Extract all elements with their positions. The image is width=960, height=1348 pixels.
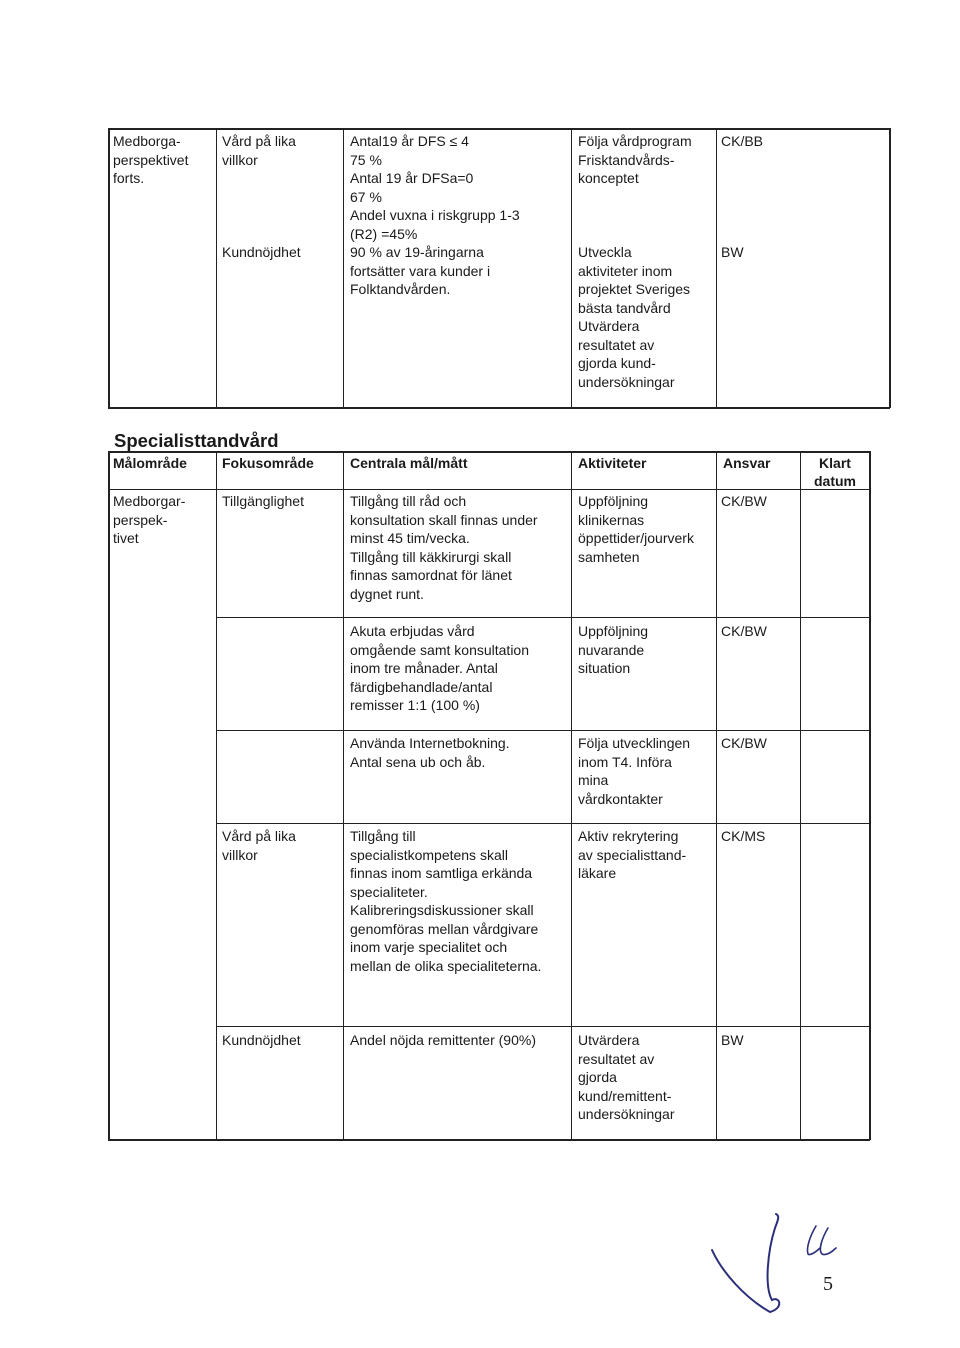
aktivitet-cell: Uppföljning klinikernas öppettider/jourverk samheten bbox=[578, 493, 694, 565]
table-border bbox=[108, 128, 110, 408]
row-divider bbox=[216, 823, 870, 824]
aktivitet-cell: Utvärdera resultatet av gjorda kund/remittent- undersökningar bbox=[578, 1032, 675, 1122]
page-number: 5 bbox=[823, 1273, 833, 1295]
column-divider bbox=[716, 128, 717, 408]
header-malomrade: Målområde bbox=[113, 455, 187, 471]
malomrade-cell: Medborga- perspektivet forts. bbox=[113, 133, 189, 186]
ansvar-cell: CK/BB bbox=[721, 133, 764, 149]
column-divider bbox=[343, 451, 344, 1140]
fokus-cell: Kundnöjdhet bbox=[222, 1032, 301, 1048]
column-divider bbox=[571, 451, 572, 1140]
aktivitet-cell: Uppföljning nuvarande situation bbox=[578, 623, 649, 676]
header-centrala-mal: Centrala mål/mått bbox=[350, 455, 468, 471]
table-border bbox=[869, 451, 871, 1140]
table-border bbox=[889, 128, 891, 408]
column-divider bbox=[800, 451, 801, 1140]
aktivitet-cell: Följa vårdprogram Frisktandvårds- konceptet bbox=[578, 133, 692, 186]
ansvar-cell: BW bbox=[721, 244, 744, 260]
mal-cell: Använda Internetbokning. Antal sena ub och åb. bbox=[350, 735, 510, 770]
column-divider bbox=[716, 451, 717, 1140]
fokus-cell: Tillgänglighet bbox=[222, 493, 304, 509]
fokus-cell: Vård på lika villkor bbox=[222, 133, 296, 168]
ansvar-cell: CK/BW bbox=[721, 493, 767, 509]
mal-cell: Akuta erbjudas vård omgående samt konsultation inom tre månader. Antal färdigbehandlade/antal remisser 1:1 (100 %) bbox=[350, 623, 529, 713]
mal-cell: Tillgång till råd och konsultation skall finnas under minst 45 tim/vecka. Tillgång till käkkirurgi skall finnas samordnat för länet dygnet runt. bbox=[350, 493, 538, 602]
header-fokusomrade: Fokusområde bbox=[222, 455, 314, 471]
table-border bbox=[108, 407, 890, 409]
aktivitet-cell: Utveckla aktiviteter inom projektet Sveriges bästa tandvård Utvärdera resultatet av gjorda kund- undersökningar bbox=[578, 244, 691, 390]
table-border bbox=[108, 451, 870, 453]
ansvar-cell: CK/BW bbox=[721, 735, 767, 751]
row-divider bbox=[216, 1026, 870, 1027]
initials-mark bbox=[800, 1222, 840, 1262]
mal-cell: 90 % av 19-åringarna fortsätter vara kunder i Folktandvården. bbox=[350, 244, 491, 297]
column-divider bbox=[216, 128, 217, 408]
aktivitet-cell: Aktiv rekrytering av specialisttand- läkare bbox=[578, 828, 687, 881]
header-klart-datum: Klart datum bbox=[814, 455, 856, 489]
aktivitet-cell: Följa utvecklingen inom T4. Införa mina vårdkontakter bbox=[578, 735, 691, 807]
mal-cell: Andel nöjda remittenter (90%) bbox=[350, 1032, 536, 1048]
header-ansvar: Ansvar bbox=[723, 455, 771, 471]
ansvar-cell: CK/BW bbox=[721, 623, 767, 639]
signature-mark bbox=[700, 1210, 810, 1315]
section-title: Specialisttandvård bbox=[114, 430, 279, 451]
row-divider bbox=[216, 730, 870, 731]
column-divider bbox=[216, 451, 217, 1140]
table-border bbox=[108, 1139, 870, 1141]
table-border bbox=[108, 128, 890, 130]
mal-cell: Antal19 år DFS ≤ 4 75 % Antal 19 år DFSa=0 67 % Andel vuxna i riskgrupp 1-3 (R2) =45% bbox=[350, 133, 520, 242]
fokus-cell: Vård på lika villkor bbox=[222, 828, 296, 863]
column-divider bbox=[571, 128, 572, 408]
header-divider bbox=[108, 489, 870, 490]
column-divider bbox=[343, 128, 344, 408]
table-border bbox=[108, 451, 110, 1140]
ansvar-cell: BW bbox=[721, 1032, 744, 1048]
header-aktiviteter: Aktiviteter bbox=[578, 455, 647, 471]
mal-cell: Tillgång till specialistkompetens skall finnas inom samtliga erkända specialiteter. Kalibreringsdiskussioner skall genomföras mellan vårdgivare inom varje specialitet och mellan de olika specialiteterna. bbox=[350, 828, 542, 974]
fokus-cell: Kundnöjdhet bbox=[222, 244, 301, 260]
ansvar-cell: CK/MS bbox=[721, 828, 766, 844]
row-divider bbox=[216, 617, 870, 618]
malomrade-cell: Medborgar- perspek- tivet bbox=[113, 493, 186, 546]
